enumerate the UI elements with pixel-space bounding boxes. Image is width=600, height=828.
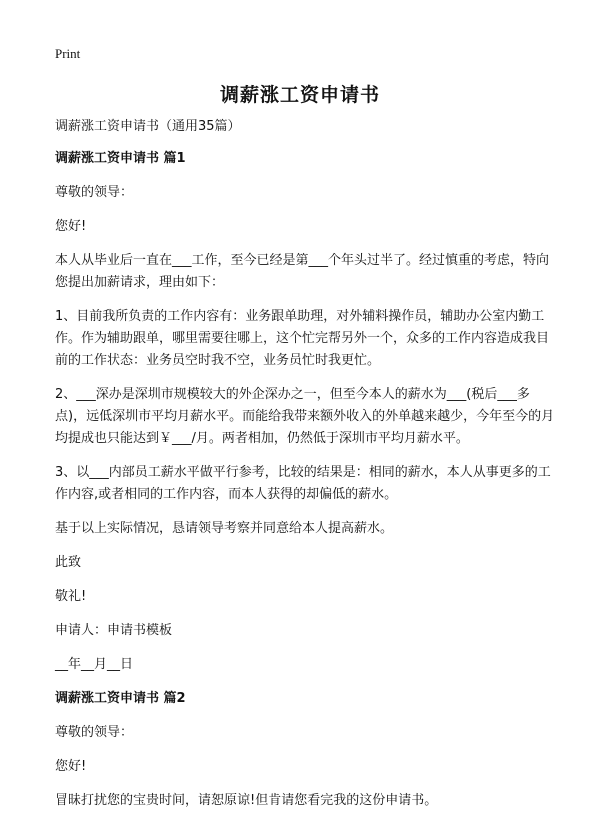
salutation: 尊敬的领导： [55, 185, 134, 200]
closing-regards: 敬礼! [55, 589, 87, 604]
closing-line: 此致 [55, 555, 82, 570]
greeting: 您好! [55, 219, 87, 234]
section-heading-2: 调薪涨工资申请书 篇2 [55, 691, 186, 706]
body-paragraph: 3、以___内部员工薪水平做平行参考，比较的结果是：相同的薪水，本人从事更多的工作内容,或者相同的工作内容，而本人获得的却偏低的薪水。 [55, 465, 551, 502]
salutation: 尊敬的领导： [55, 725, 134, 740]
body-paragraph: 冒昧打扰您的宝贵时间，请恕原谅!但肯请您看完我的这份申请书。 [55, 793, 438, 808]
print-label[interactable]: Print [55, 46, 81, 61]
document-subtitle: 调薪涨工资申请书（通用35篇） [55, 119, 241, 134]
document-body [55, 116, 555, 824]
date-line: __年__月__日 [55, 657, 134, 672]
document-title: 调薪涨工资申请书 [219, 84, 380, 106]
body-paragraph: 2、___深办是深圳市规模较大的外企深办之一，但至今本人的薪水为___(税后___多点)，远低深圳市平均月薪水平。而能给我带来额外收入的外单越来越少，今年至今的月均提成也只能达到￥___/月。两者相加，仍然低于深圳市平均月薪水平。 [55, 387, 555, 446]
body-paragraph: 本人从毕业后一直在___工作，至今已经是第___个年头过半了。经过慎重的考虑，特向您提出加薪请求，理由如下： [55, 253, 550, 290]
section-heading-1: 调薪涨工资申请书 篇1 [55, 151, 186, 166]
greeting: 您好! [55, 759, 87, 774]
applicant-line: 申请人：申请书模板 [55, 623, 173, 638]
body-paragraph: 1、目前我所负责的工作内容有：业务跟单助理，对外辅料操作员，辅助办公室内勤工作。作为辅助跟单，哪里需要往哪上，这个忙完帮另外一个，众多的工作内容造成我目前的工作状态：业务员空时我不空，业务员忙时我更忙。 [55, 309, 550, 368]
body-paragraph: 基于以上实际情况，恳请领导考察并同意给本人提高薪水。 [55, 521, 394, 536]
